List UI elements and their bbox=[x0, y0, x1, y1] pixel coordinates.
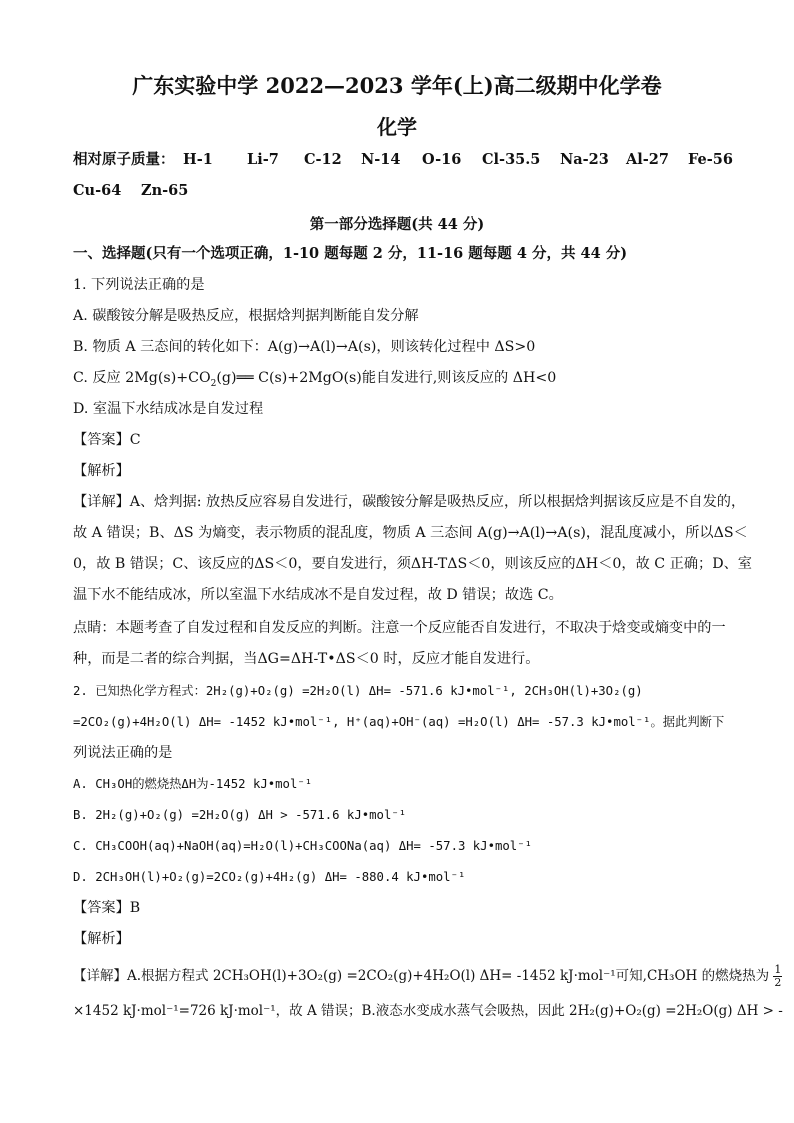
q1-analysis-label: 【解析】 bbox=[73, 463, 130, 479]
masses-label: 相对原子质量： bbox=[73, 151, 175, 168]
mass-al: Al-27 bbox=[626, 151, 669, 168]
mass-cu: Cu-64 bbox=[73, 182, 122, 199]
q2-analysis-label: 【解析】 bbox=[73, 931, 130, 947]
mass-fe: Fe-56 bbox=[688, 151, 733, 168]
q2-detail-line: 【详解】A.根据方程式 2CH₃OH(l)+3O₂(g) =2CO₂(g)+4H₂O(l) ΔH= -1452 kJ·mol⁻¹可知,CH₃OH 的燃烧热为 $\frac{1}{2}$ bbox=[73, 963, 782, 989]
q1-option-a: A. 碳酸铵分解是吸热反应，根据焓判据判断能自发分解 bbox=[73, 308, 419, 324]
subject-title: 化学 bbox=[377, 115, 417, 139]
q2-stem-line: =2CO₂(g)+4H₂O(l) ΔH= -1452 kJ•mol⁻¹, H⁺(aq)+OH⁻(aq) =H₂O(l) ΔH= -57.3 kJ•mol⁻¹。据此判断下 bbox=[73, 715, 725, 729]
q1-answer: 【答案】C bbox=[73, 432, 141, 448]
q2-option-c: C. CH₃COOH(aq)+NaOH(aq)=H₂O(l)+CH₃COONa(aq) ΔH= -57.3 kJ•mol⁻¹ bbox=[73, 839, 533, 853]
atomic-masses-2 bbox=[73, 181, 188, 201]
section-heading: 一、选择题(只有一个选项正确，1-10 题每题 2 分，11-16 题每题 4 分，共 44 分) bbox=[73, 245, 628, 262]
q1-option-b: B. 物质 A 三态间的转化如下：A(g)→A(l)→A(s)，则该转化过程中 ΔS>0 bbox=[73, 339, 536, 355]
q1-detail-line: 温下水不能结成冰，所以室温下水结成冰不是自发过程，故 D 错误；故选 C。 bbox=[73, 587, 563, 603]
mass-h: H-1 bbox=[183, 151, 213, 168]
part-heading: 第一部分选择题(共 44 分) bbox=[309, 216, 485, 233]
atomic-masses bbox=[73, 150, 733, 170]
mass-n: N-14 bbox=[361, 151, 401, 168]
q2-option-a: A. CH₃OH的燃烧热ΔH为-1452 kJ•mol⁻¹ bbox=[73, 777, 313, 791]
mass-zn: Zn-65 bbox=[141, 182, 189, 199]
mass-o: O-16 bbox=[422, 151, 462, 168]
q2-option-b: B. 2H₂(g)+O₂(g) =2H₂O(g) ΔH > -571.6 kJ•mol⁻¹ bbox=[73, 808, 407, 822]
q1-stem: 1. 下列说法正确的是 bbox=[73, 277, 205, 293]
mass-cl: Cl-35.5 bbox=[482, 151, 541, 168]
q1-detail-line: 【详解】A、焓判据: 放热反应容易自发进行，碳酸铵分解是吸热反应，所以根据焓判据该反应是不自发的， bbox=[73, 494, 746, 510]
exam-title: 广东实验中学 2022—2023 学年(上)高二级期中化学卷 bbox=[132, 73, 662, 98]
q2-option-d: D. 2CH₃OH(l)+O₂(g)=2CO₂(g)+4H₂(g) ΔH= -880.4 kJ•mol⁻¹ bbox=[73, 870, 466, 884]
fraction-one-half: $\frac{1}{2}$ bbox=[774, 963, 782, 989]
mass-c: C-12 bbox=[304, 151, 342, 168]
q1-option-c: C. 反应 $2Mg(s)+CO_2(g)══$ C(s)+2MgO(s)能自发进行,则该反应的 ΔH<0 bbox=[73, 370, 557, 389]
q1-note-line: 种，而是二者的综合判据，当ΔG=ΔH-T•ΔS＜0 时，反应才能自发进行。 bbox=[73, 651, 540, 667]
q2-stem-line: 2. 已知热化学方程式：2H₂(g)+O₂(g) =2H₂O(l) ΔH= -571.6 kJ•mol⁻¹, 2CH₃OH(l)+3O₂(g) bbox=[73, 684, 643, 698]
q1-detail-line: 故 A 错误；B、ΔS 为熵变，表示物质的混乱度，物质 A 三态间 A(g)→A(l)→A(s)，混乱度减小，所以ΔS＜ bbox=[73, 525, 748, 541]
q1-note-line: 点睛：本题考查了自发过程和自发反应的判断。注意一个反应能否自发进行，不取决于焓变或熵变中的一 bbox=[73, 620, 726, 636]
q2-detail-line: ×1452 kJ·mol⁻¹=726 kJ·mol⁻¹，故 A 错误；B.液态水变成水蒸气会吸热，因此 2H₂(g)+O₂(g) =2H₂O(g) ΔH > - bbox=[73, 1003, 783, 1019]
q2-answer: 【答案】B bbox=[73, 900, 141, 916]
q1-option-d: D. 室温下水结成冰是自发过程 bbox=[73, 401, 264, 417]
mass-li: Li-7 bbox=[247, 151, 279, 168]
mass-na: Na-23 bbox=[560, 151, 609, 168]
q2-stem-line: 列说法正确的是 bbox=[73, 745, 173, 761]
q1-detail-line: 0，故 B 错误；C、该反应的ΔS＜0，要自发进行，须ΔH-TΔS＜0，则该反应的ΔH＜0，故 C 正确；D、室 bbox=[73, 556, 752, 572]
